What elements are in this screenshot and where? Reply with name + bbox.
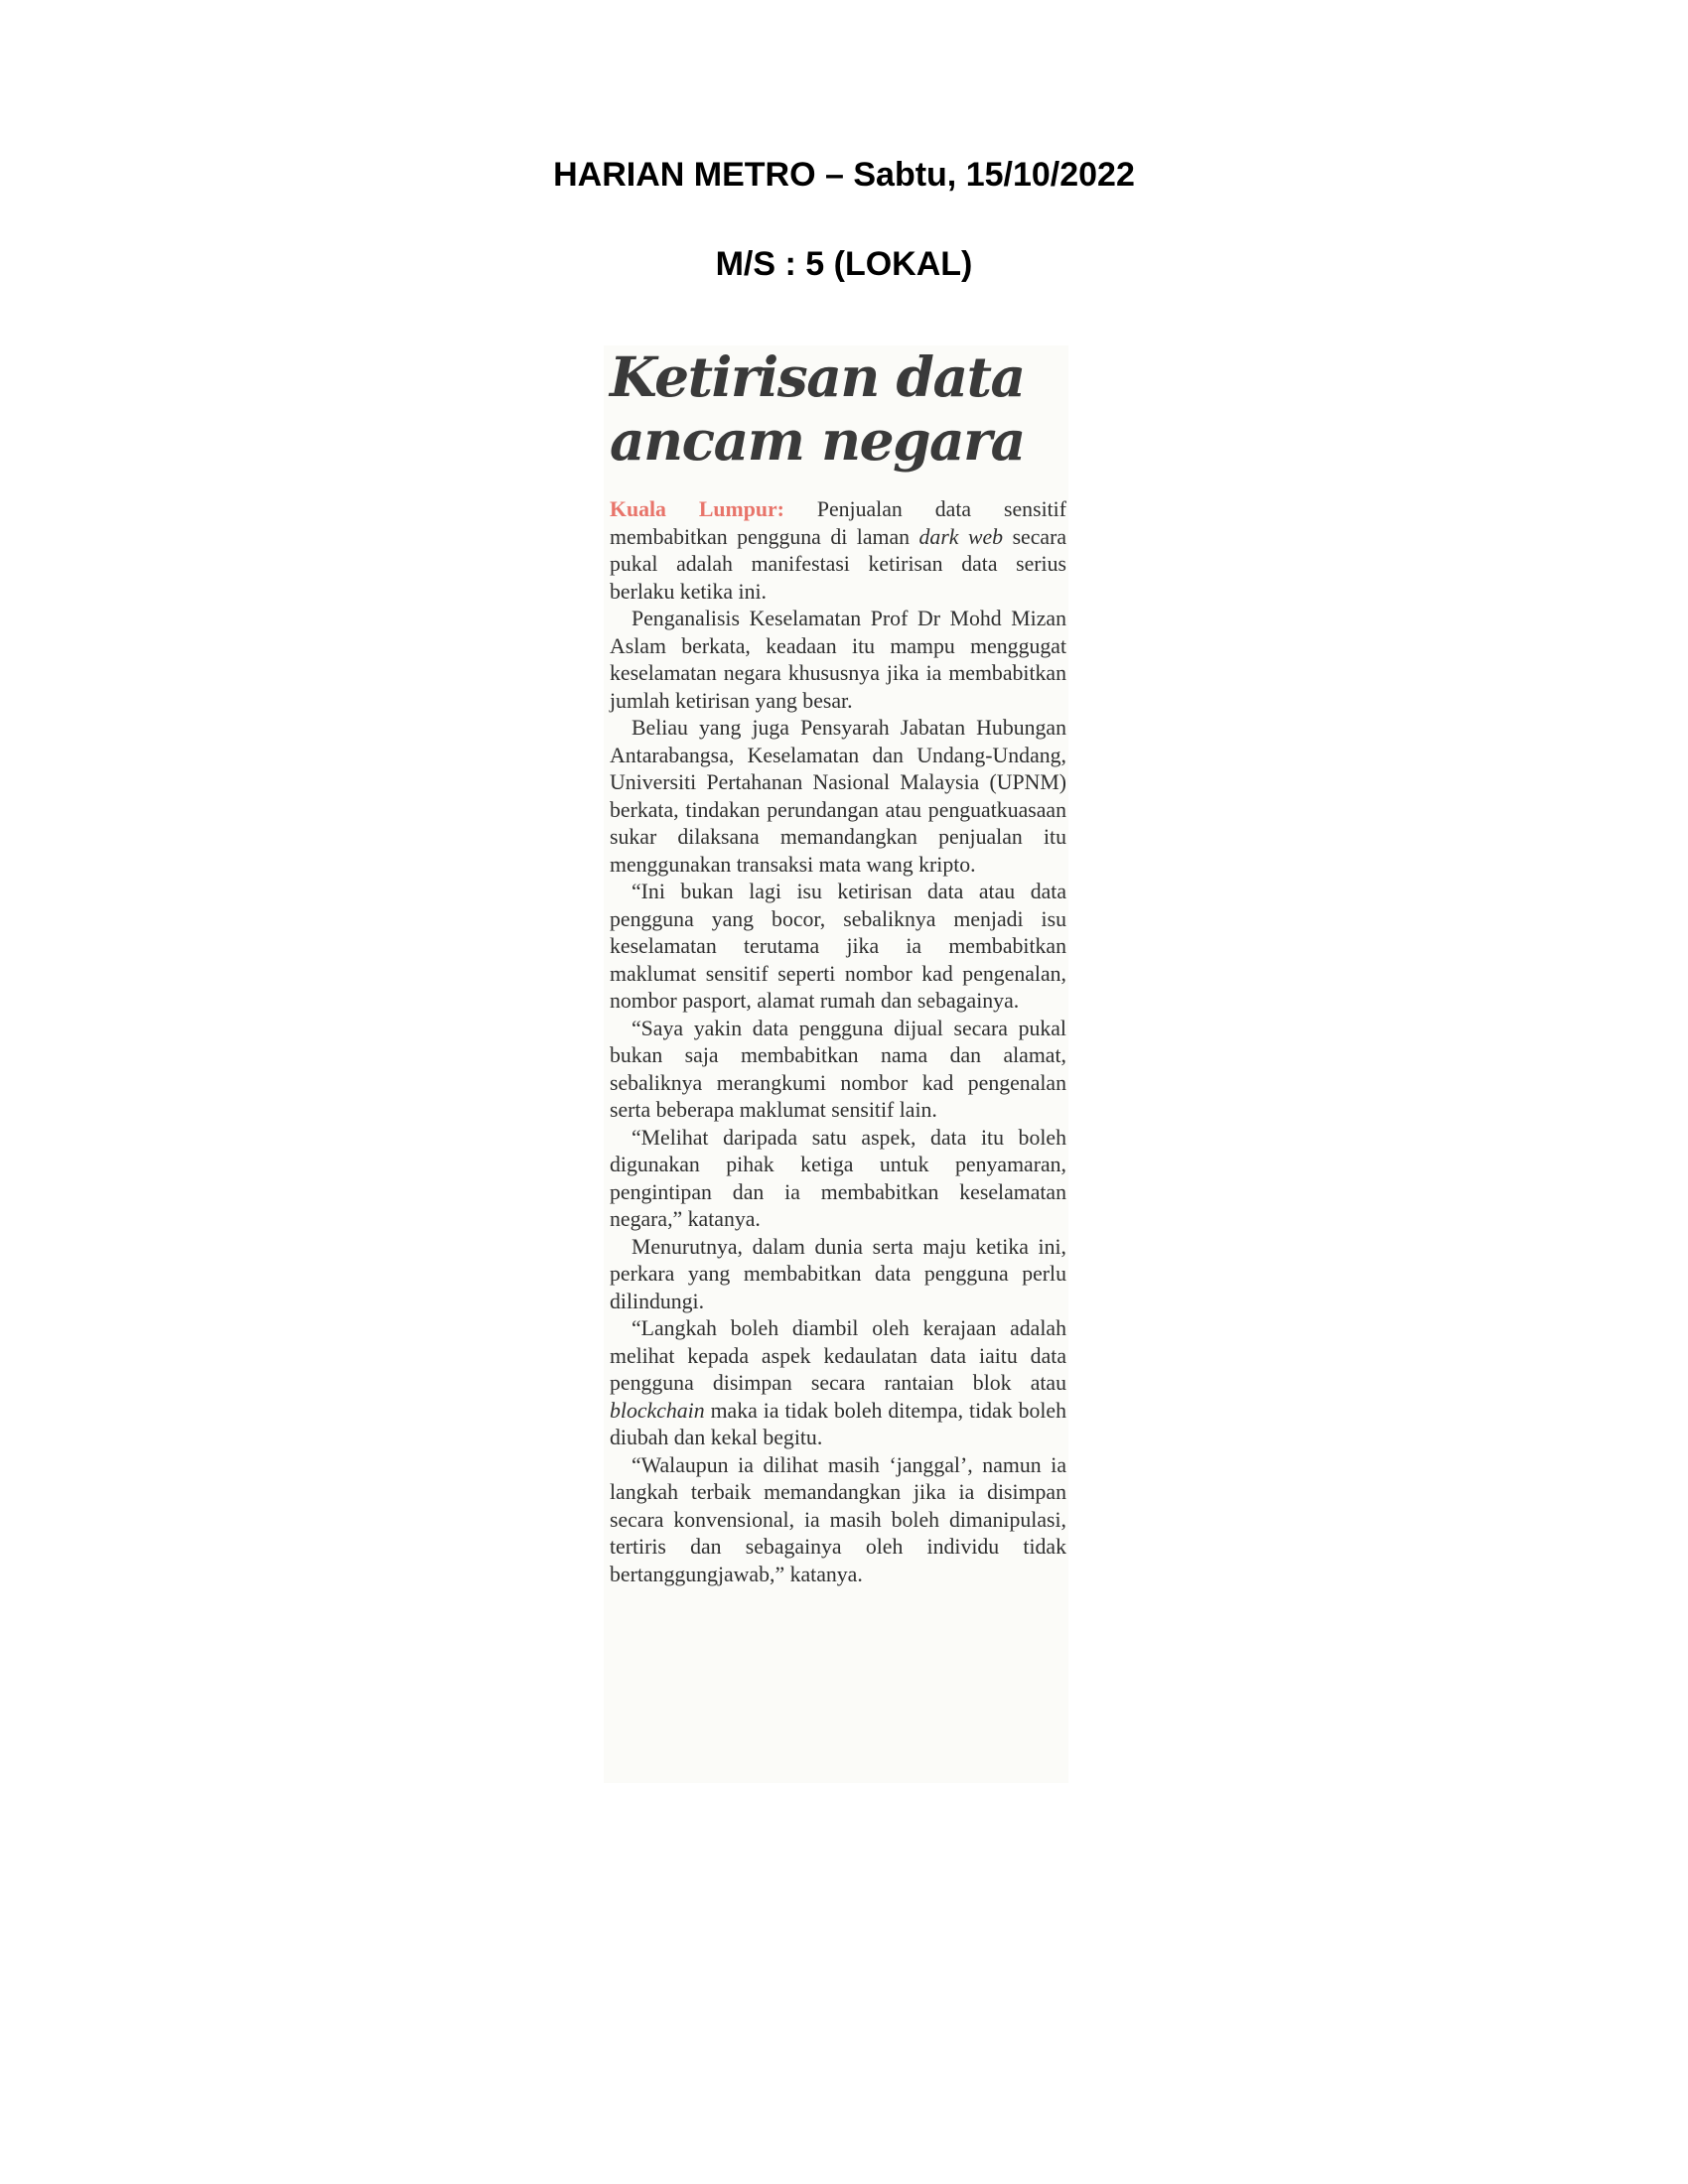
paragraph-6: “Melihat daripada satu aspek, data itu boleh digunakan pihak ketiga untuk penyamaran, pengintipan dan ia membabitkan keselamatan negara,” katanya. <box>610 1125 1066 1231</box>
publication-date-header: HARIAN METRO – Sabtu, 15/10/2022 <box>553 156 1135 194</box>
headline-line-2: ancam negara <box>610 408 1025 473</box>
paragraph-5: “Saya yakin data pengguna dijual secara pukal bukan saja membabitkan nama dan alamat, sebaliknya merangkumi nombor kad pengenalan serta beberapa maklumat sensitif lain. <box>610 1016 1066 1122</box>
paragraph-8-text-c: maka ia tidak boleh ditempa, tidak boleh diubah dan kekal begitu. <box>610 1398 1066 1449</box>
paragraph-1-text-c: secara pukal adalah manifestasi ketirisan data serius berlaku ketika ini. <box>610 524 1067 604</box>
page-section-header: M/S : 5 (LOKAL) <box>715 245 973 283</box>
paragraph-2: Penganalisis Keselamatan Prof Dr Mohd Mizan Aslam berkata, keadaan itu mampu menggugat keselamatan negara khususnya jika ia membabitkan jumlah ketirisan yang besar. <box>610 607 1066 713</box>
paragraph-1 <box>610 496 1066 606</box>
article-headline <box>610 345 1066 473</box>
headline-line-1: Ketirisan data <box>610 344 1025 409</box>
paragraph-4: “Ini bukan lagi isu ketirisan data atau data pengguna yang bocor, sebaliknya menjadi isu keselamatan terutama jika ia membabitkan maklumat sensitif seperti nombor kad pengenalan, nombor pasport, alamat rumah dan sebagainya. <box>610 880 1066 1013</box>
paragraph-8 <box>610 1315 1066 1452</box>
dateline: Kuala Lumpur: <box>610 497 784 521</box>
newspaper-clipping <box>604 345 1068 1783</box>
article-body <box>610 496 1066 1588</box>
paragraph-1-text-a: Penjualan data sensitif membabitkan pengguna di laman <box>610 497 1066 549</box>
paragraph-1-italic: dark web <box>918 524 1004 549</box>
paragraph-9: “Walaupun ia dilihat masih ‘janggal’, namun ia langkah terbaik memandangkan jika ia disimpan secara konvensional, ia masih boleh dimanipulasi, tertiris dan sebagainya oleh individu tidak bertanggungjawab,” katanya. <box>610 1452 1066 1586</box>
paragraph-3: Beliau yang juga Pensyarah Jabatan Hubungan Antarabangsa, Keselamatan dan Undang-Undang, Universiti Pertahanan Nasional Malaysia (UPNM) berkata, tindakan perundangan atau penguatkuasaan sukar dilaksana memandangkan penjualan itu menggunakan transaksi mata wang kripto. <box>610 716 1066 877</box>
paragraph-8-text-a: “Langkah boleh diambil oleh kerajaan adalah melihat kepada aspek kedaulatan data iaitu data pengguna disimpan secara rantaian blok atau <box>610 1316 1066 1395</box>
paragraph-7: Menurutnya, dalam dunia serta maju ketika ini, perkara yang membabitkan data pengguna perlu dilindungi. <box>610 1234 1066 1313</box>
paragraph-8-italic: blockchain <box>610 1398 705 1423</box>
